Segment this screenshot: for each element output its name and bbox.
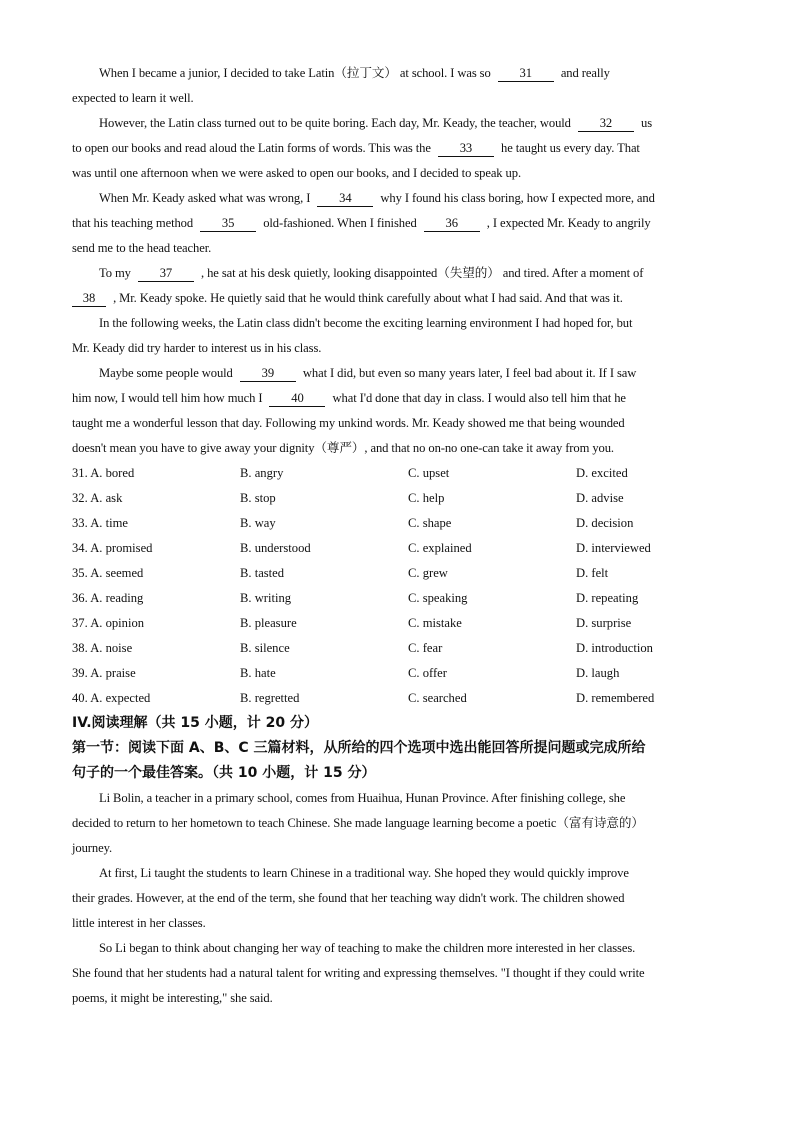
option-row-39: 39. A. praise B. hate C. offer D. laugh: [72, 666, 620, 680]
option-row-31: 31. A. bored B. angry C. upset D. excited: [72, 466, 628, 480]
cloze-paragraph-6: Maybe some people would 39 what I did, but even so many years later, I feel bad about it. If I saw: [99, 366, 637, 380]
section-instructions-cont: 句子的一个最佳答案。（共 10 小题，计 15 分）: [72, 765, 376, 781]
blank-33[interactable]: 33: [438, 141, 494, 157]
option-row-34: 34. A. promised B. understood C. explained D. interviewed: [72, 541, 651, 555]
section-instructions: 第一节：阅读下面 A、B、C 三篇材料，从所给的四个选项中选出能回答所提问题或完成所给: [72, 740, 646, 756]
cloze-paragraph-2: However, the Latin class turned out to be quite boring. Each day, Mr. Keady, the teacher, would 32 us: [99, 116, 652, 130]
option-row-33: 33. A. time B. way C. shape D. decision: [72, 516, 634, 530]
cloze-paragraph-3: When Mr. Keady asked what was wrong, I 34 why I found his class boring, how I expected more, and: [99, 191, 655, 205]
answer-options: [72, 461, 724, 711]
cloze-paragraph-4: To my 37 , he sat at his desk quietly, looking disappointed（失望的） and tired. After a moment of: [99, 266, 644, 280]
option-row-32: 32. A. ask B. stop C. help D. advise: [72, 491, 624, 505]
option-row-36: 36. A. reading B. writing C. speaking D. repeating: [72, 591, 639, 605]
option-row-40: 40. A. expected B. regretted C. searched D. remembered: [72, 691, 655, 705]
cloze-paragraph-1: When I became a junior, I decided to take Latin（拉丁文） at school. I was so 31 and really: [99, 66, 610, 80]
blank-37[interactable]: 37: [138, 266, 194, 282]
blank-35[interactable]: 35: [200, 216, 256, 232]
reading-passage-a: Li Bolin, a teacher in a primary school, comes from Huaihua, Hunan Province. After finishing college, she decided to return to her hometown to teach Chinese. She made language learning become a poetic（富有诗意的） journey. At first, Li taught the students to learn Chinese in a traditional way. She hoped they would quickly improve their grades. However, at the end of the term, she found that her teaching way didn't work. The children showed little interest in her classes. So Li began to think about changing her way of teaching to make the children more interested in her classes. She found that her students had a natural talent for writing and expressing themselves. "I thought if they could write poems, it might be interesting," she said.: [72, 791, 645, 1005]
option-row-35: 35. A. seemed B. tasted C. grew D. felt: [72, 566, 609, 580]
document-page: When I became a junior, I decided to take Latin（拉丁文） at school. I was so 31 and really expected to learn it well. However, the Latin class turned out to be quite boring. Each day, Mr. Keady, the teacher, would 32 us to open our books and read aloud the Latin forms of words. This was the 33 he taught us every day. That was until one afternoon when we were asked to open our books, and I decided to speak up. When Mr. Keady asked what was wrong, I 34 why I found his class boring, how I expected more, and that his teaching method 35 old-fashioned. When I finished 36 , I expected Mr. Keady to angrily send me to the head teacher. To my 37 , he sat at his desk quietly, looking disappointed（失望的） and tired. After a moment of 38 , Mr. Keady spoke. He quietly said that he would think carefully about what I had said. And that was it. In the following weeks, the Latin class didn't become the exciting learning environment I had hoped for, but Mr. Keady did try harder to interest us in his class. Maybe some people would 39 what I did, but even so many years later, I feel bad about it. If I saw him now, I would tell him how much I 40 what I'd done that day in class. I would also tell him that he taught me a wonderful lesson that day. Following my unkind words. Mr. Keady showed me that being wounded doesn't mean you have to give away your dignity（尊严）, and that no on-no one-can take it away from you. 31. A. bored B. angry C. upset D. excited 32. A. ask B. stop C. help D. advise 33. A. time B. way C. shape D. decision 34. A. promised B. understood C. explained D. interviewed 35. A. seemed B. tasted C. grew D. felt 36. A. reading B. writing C. speaking D. repeating 37. A. opinion B. pleasure C. mistake D. surprise 38. A. noise B. silence C. fear D. introduction 39. A. praise B. hate C. offer D. laugh 40. A. expected B. regretted C. searched D. remembered IV.阅读理解（共 15 小题，计 20 分） 第一节：阅读下面 A、B、C 三篇材料，从所给的四个选项中选出能回答所提问题或完成所给 句子的一个最佳答案。（共 10 小题，计 15 分） Li Bolin, a teacher in a primary school, comes from Huaihua, Hunan Province. After finishing college, she decided to return to her hometown to teach Chinese. She made language learning become a poetic（富有诗意的） journey. At first, Li taught the students to learn Chinese in a traditional way. She hoped they would quickly improve their grades. However, at the end of the term, she found that her teaching way didn't work. The children showed little interest in her classes. So Li began to think about changing her way of teaching to make the children more interested in her classes. She found that her students had a natural talent for writing and expressing themselves. "I thought if they could write poems, it might be interesting," she said.: [72, 61, 724, 1011]
blank-34[interactable]: 34: [317, 191, 373, 207]
option-row-38: 38. A. noise B. silence C. fear D. introduction: [72, 641, 653, 655]
cloze-paragraph-5: In the following weeks, the Latin class didn't become the exciting learning environment I had hoped for, but: [99, 316, 633, 330]
blank-39[interactable]: 39: [240, 366, 296, 382]
blank-32[interactable]: 32: [578, 116, 634, 132]
blank-31[interactable]: 31: [498, 66, 554, 82]
blank-36[interactable]: 36: [424, 216, 480, 232]
blank-40[interactable]: 40: [269, 391, 325, 407]
blank-38[interactable]: 38: [72, 291, 106, 307]
section-title: IV.阅读理解（共 15 小题，计 20 分）: [72, 715, 319, 731]
option-row-37: 37. A. opinion B. pleasure C. mistake D. surprise: [72, 616, 632, 630]
